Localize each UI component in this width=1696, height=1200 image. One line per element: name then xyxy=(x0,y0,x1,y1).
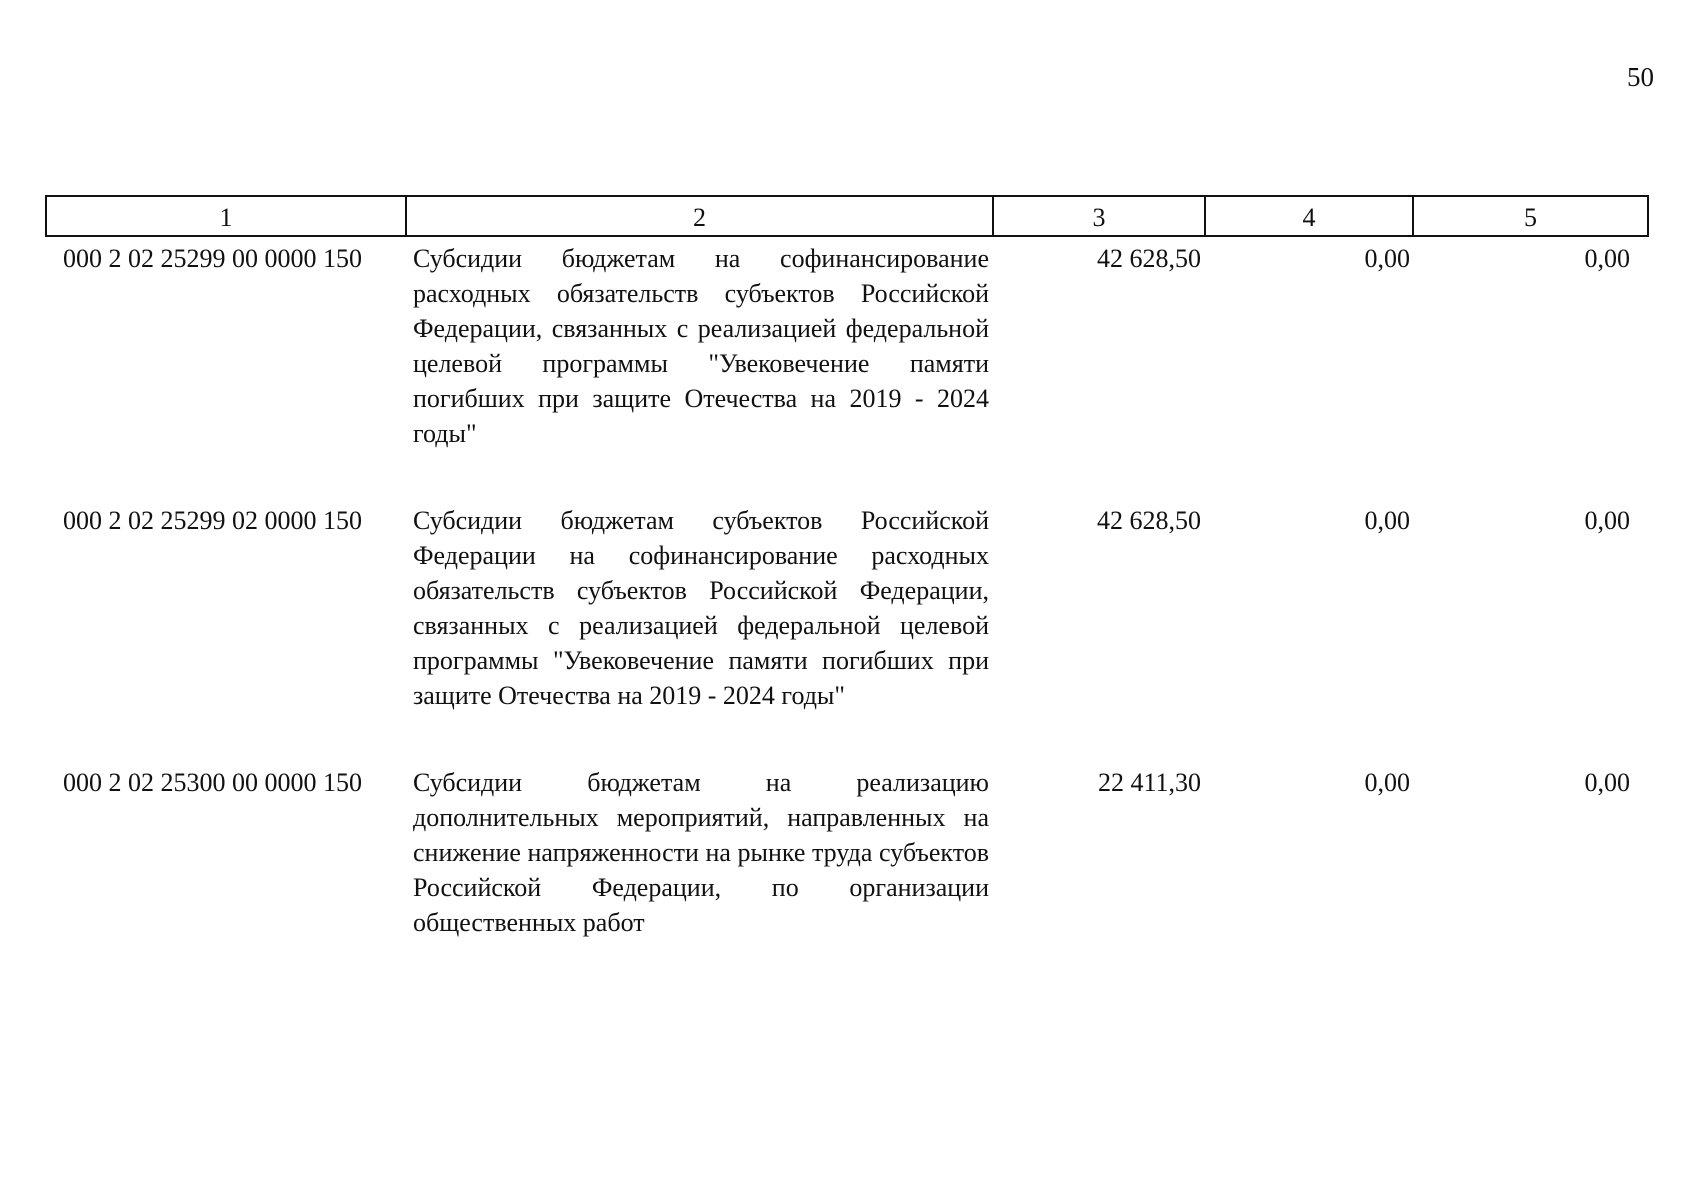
amount-col4: 0,00 xyxy=(1364,768,1410,797)
row-description: Субсидии бюджетам на софинансирование расходных обязательств субъектов Российской Федерации, связанных с реализацией федеральной целевой программы "Увековечение памяти погибших при защите Отечества на 2019 - 2024 годы" xyxy=(413,244,989,448)
table-header-row xyxy=(46,196,1648,236)
amount-col5: 0,00 xyxy=(1584,244,1630,273)
row-description: Субсидии бюджетам субъектов Российской Федерации на софинансирование расходных обязательств субъектов Российской Федерации, связанных с реализацией федеральной целевой программы "Увековечение памяти погибших при защите Отечества на 2019 - 2024 годы" xyxy=(413,506,989,710)
table-row xyxy=(46,236,1648,499)
amount-col4: 0,00 xyxy=(1364,244,1410,273)
budget-code: 000 2 02 25300 00 0000 150 xyxy=(63,768,362,797)
column-header-3: 3 xyxy=(993,196,1205,236)
table-row xyxy=(46,499,1648,761)
column-header-4: 4 xyxy=(1205,196,1413,236)
column-header-2: 2 xyxy=(406,196,993,236)
page-number: 50 xyxy=(1627,62,1654,92)
row-description: Субсидии бюджетам на реализацию дополнительных мероприятий, направленных на снижение напряженности на рынке труда субъектов Российской Федерации, по организации общественных работ xyxy=(413,768,989,937)
table-row xyxy=(46,761,1648,988)
budget-code: 000 2 02 25299 00 0000 150 xyxy=(63,244,362,273)
amount-col3: 22 411,30 xyxy=(1097,768,1201,797)
amount-col5: 0,00 xyxy=(1584,506,1630,535)
budget-table xyxy=(45,195,1649,988)
amount-col3: 42 628,50 xyxy=(1097,506,1201,535)
column-header-1: 1 xyxy=(46,196,406,236)
budget-code: 000 2 02 25299 02 0000 150 xyxy=(63,506,362,535)
column-header-5: 5 xyxy=(1413,196,1648,236)
amount-col4: 0,00 xyxy=(1364,506,1410,535)
amount-col3: 42 628,50 xyxy=(1097,244,1201,273)
amount-col5: 0,00 xyxy=(1584,768,1630,797)
